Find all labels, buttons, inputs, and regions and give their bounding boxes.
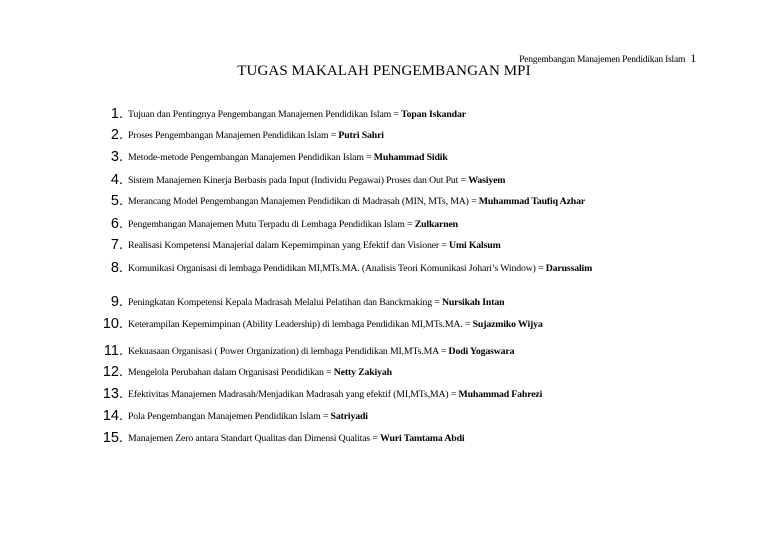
item-number: 4. [110,172,123,188]
list-item [99,237,501,253]
item-number: 1. [110,106,123,122]
item-topic: Pengembangan Manajemen Mutu Terpadu di Lembaga Pendidikan Islam = [128,219,415,230]
list-item [99,430,464,446]
item-text [128,430,464,446]
list-item [99,364,392,380]
item-text [128,149,448,165]
item-assignee: Wasiyem [468,175,506,186]
item-topic: Merancang Model Pengembangan Manajemen Pendidikan di Madrasah (MIN, MTs, MA) = [128,196,479,207]
item-assignee: Netty Zakiyah [333,367,392,378]
list-item [99,149,448,165]
list-item [99,172,505,188]
item-assignee: Dodi Yogaswara [448,346,515,357]
item-topic: Komunikasi Organisasi di lembaga Pendidikan MI,MTs.MA. (Analisis Teori Komunikasi Johari’s Window) = [128,263,546,274]
item-number: 12. [102,364,123,380]
item-assignee: Topan Iskandar [401,109,466,120]
item-topic: Keterampilan Kepemimpinan (Ability Leadership) di lembaga Pendidikan MI,MTs.MA. = [128,319,473,330]
list-item [99,343,514,359]
item-number: 15. [102,430,123,446]
item-number: 6. [110,216,123,232]
item-number: 9. [110,294,123,310]
item-number: 7. [110,237,123,253]
item-text [128,216,458,232]
item-assignee: Muhammad Fahrezi [458,389,543,400]
running-title: Pengembangan Manajemen Pendidikan Islam [519,55,686,65]
item-assignee: Nursikah Intan [441,297,505,308]
item-topic: Tujuan dan Pentingnya Pengembangan Manajemen Pendidikan Islam = [128,109,402,120]
item-text [128,386,542,402]
page-number: 1 [690,51,696,65]
item-text [128,364,392,380]
page-title: TUGAS MAKALAH PENGEMBANGAN MPI [237,63,531,79]
item-text [128,106,466,122]
item-assignee: Zulkarnen [414,219,458,230]
item-topic: Proses Pengembangan Manajemen Pendidikan Islam = [128,130,339,141]
item-topic: Metode-metode Pengembangan Manajemen Pendidikan Islam = [128,152,374,163]
item-number: 3. [110,149,123,165]
item-topic: Kekuasaan Organisasi ( Power Organization) di lembaga Pendidikan MI,MTs.MA = [128,346,449,357]
list-item [99,216,458,232]
item-topic: Pola Pengembangan Manajemen Pendidikan Islam = [128,411,331,422]
item-text [128,172,505,188]
list-item [99,386,542,402]
item-text [128,343,514,359]
item-text [128,127,384,143]
list-item [99,193,585,209]
item-text [128,316,543,332]
item-topic: Mengelola Perubahan dalam Organisasi Pendidikan = [128,367,334,378]
item-number: 11. [103,343,123,359]
item-assignee: Umi Kalsum [449,240,501,251]
item-topic: Realisasi Kompetensi Manajerial dalam Kepemimpinan yang Efektif dan Visioner = [128,240,450,251]
item-assignee: Putri Sahri [338,130,384,141]
item-number: 8. [110,260,123,276]
item-number: 10. [102,316,123,332]
item-assignee: Darussalim [545,263,593,274]
item-text [128,408,368,424]
item-text [128,260,648,276]
item-topic: Efektivitas Manajemen Madrasah/Menjadikan Madrasah yang efektif (MI,MTs,MA) = [128,389,459,400]
item-topic: Peningkatan Kompetensi Kepala Madrasah Melalui Pelatihan dan Banckmaking = [128,297,442,308]
item-assignee: Muhammad Sidik [373,152,448,163]
list-item [99,316,543,332]
item-topic: Sistem Manajemen Kinerja Berbasis pada Input (Individu Pegawai) Proses dan Out Put = [128,175,469,186]
item-text [128,294,504,310]
item-assignee: Sujazmiko Wijya [472,319,543,330]
item-number: 2. [110,127,123,143]
item-number: 13. [102,386,123,402]
item-topic: Manajemen Zero antara Standart Qualitas dan Dimensi Qualitas = [128,433,381,444]
item-assignee: Wuri Tamtama Abdi [380,433,465,444]
list-item [99,294,504,310]
item-text [128,193,585,209]
list-item [99,106,466,122]
list-item [99,408,368,424]
list-item [99,127,384,143]
item-assignee: Satriyadi [330,411,368,422]
item-assignee: Muhammad Taufiq Azhar [478,196,586,207]
list-item [99,260,648,276]
item-number: 14. [102,408,123,424]
item-text [128,237,501,253]
item-number: 5. [110,193,123,209]
